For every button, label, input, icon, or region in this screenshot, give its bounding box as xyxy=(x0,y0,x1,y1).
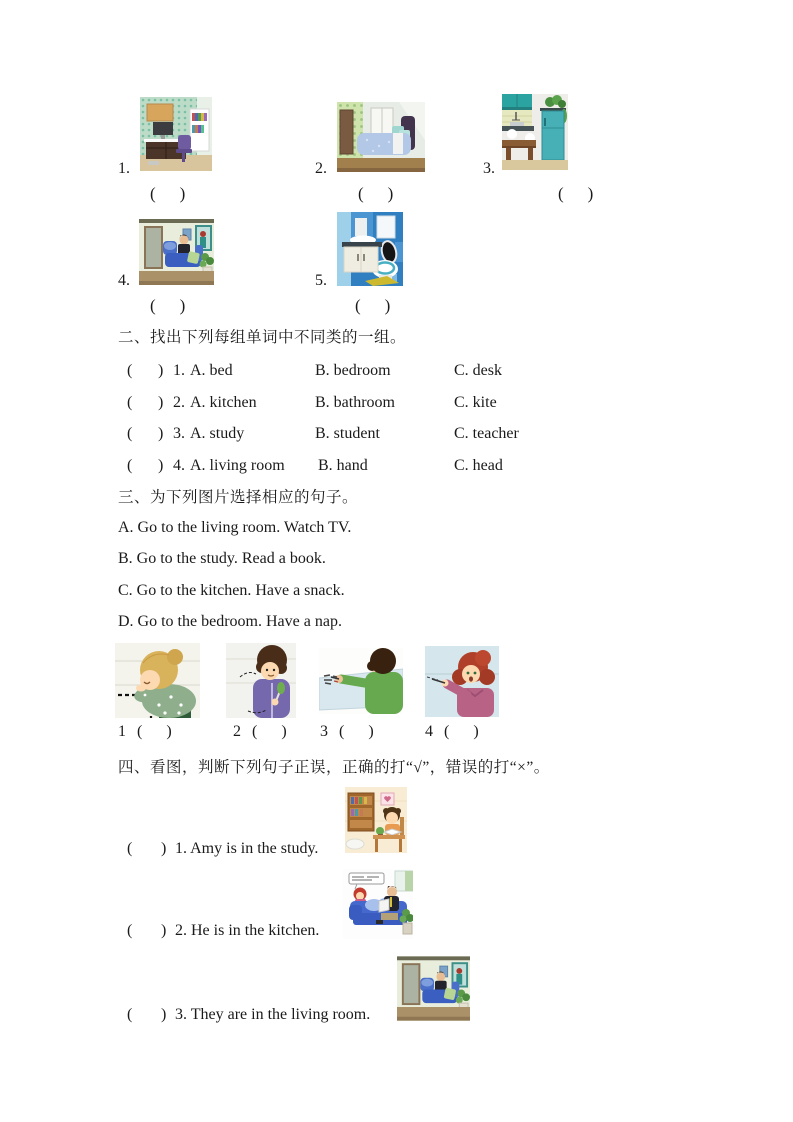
study-room-image xyxy=(140,97,212,171)
bedroom-image xyxy=(337,102,425,172)
word-group-row xyxy=(0,394,793,414)
picture-3-number: 3. xyxy=(483,160,495,177)
answer-paren-open[interactable]: ( xyxy=(127,394,133,411)
living-room-illustration xyxy=(139,219,214,285)
answer-group-3[interactable]: 3 ( ) xyxy=(320,723,374,740)
option-c: C. head xyxy=(454,457,503,474)
sentence-option-c: C. Go to the kitchen. Have a snack. xyxy=(118,582,345,599)
answer-paren-close[interactable]: ) xyxy=(158,362,164,379)
kitchen-illustration xyxy=(502,94,568,170)
picture-4-number: 4. xyxy=(118,272,130,289)
option-b: B. bathroom xyxy=(315,394,395,411)
section4-title: 四、看图，判断下列句子正误，正确的打“√”，错误的打“×”。 xyxy=(118,759,550,776)
judge-row-2 xyxy=(0,922,793,942)
answer-paren-open[interactable]: ( xyxy=(127,922,133,939)
answer-paren-close[interactable]: ) xyxy=(158,425,164,442)
word-group-row xyxy=(0,457,793,477)
bedroom-illustration xyxy=(337,102,425,172)
option-a: A. kitchen xyxy=(190,394,257,411)
answer-paren-close[interactable]: ) xyxy=(161,1006,167,1023)
answer-paren-open[interactable]: ( xyxy=(127,425,133,442)
boy-writing-image xyxy=(319,648,403,714)
word-group-row xyxy=(0,362,793,382)
boy-snacking-illustration xyxy=(226,643,296,718)
sentence-option-b: B. Go to the study. Read a book. xyxy=(118,550,326,567)
option-c: C. desk xyxy=(454,362,502,379)
answer-paren-close[interactable]: ) xyxy=(161,922,167,939)
answer-group-2[interactable]: 2 ( ) xyxy=(233,723,287,740)
row-number: 4. xyxy=(173,457,185,474)
option-c: C. teacher xyxy=(454,425,519,442)
row-number: 2. xyxy=(173,394,185,411)
answer-blank-1[interactable]: ( ) xyxy=(150,184,186,203)
judge-row-1 xyxy=(0,840,793,860)
option-c: C. kite xyxy=(454,394,497,411)
girl-napping-illustration xyxy=(115,643,200,718)
answer-group-1[interactable]: 1 ( ) xyxy=(118,723,172,740)
answer-paren-open[interactable]: ( xyxy=(127,362,133,379)
option-b: B. student xyxy=(315,425,380,442)
picture-5-number: 5. xyxy=(315,272,327,289)
picture-1-number: 1. xyxy=(118,160,130,177)
kitchen-image xyxy=(502,94,568,170)
boy-writing-illustration xyxy=(319,648,403,714)
answer-blank-5[interactable]: ( ) xyxy=(355,296,391,315)
boy-snacking-image xyxy=(226,643,296,718)
section2-title: 二、找出下列每组单词中不同类的一组。 xyxy=(118,329,407,346)
judge-sentence: 1. Amy is in the study. xyxy=(175,840,319,857)
answer-paren-open[interactable]: ( xyxy=(127,1006,133,1023)
answer-blank-4[interactable]: ( ) xyxy=(150,296,186,315)
answer-group-4[interactable]: 4 ( ) xyxy=(425,723,479,740)
girl-napping-image xyxy=(115,643,200,718)
answer-blank-3[interactable]: ( ) xyxy=(558,184,594,203)
option-b: B. hand xyxy=(318,457,368,474)
answer-blank-2[interactable]: ( ) xyxy=(358,184,394,203)
picture-2-number: 2. xyxy=(315,160,327,177)
option-a: A. bed xyxy=(190,362,233,379)
answer-paren-open[interactable]: ( xyxy=(127,457,133,474)
study-room-illustration xyxy=(140,97,212,171)
answer-paren-close[interactable]: ) xyxy=(161,840,167,857)
option-a: A. living room xyxy=(190,457,285,474)
row-number: 1. xyxy=(173,362,185,379)
judge-sentence: 2. He is in the kitchen. xyxy=(175,922,320,939)
girl-pointing-illustration xyxy=(425,646,499,717)
judge-row-3 xyxy=(0,1006,793,1026)
option-b: B. bedroom xyxy=(315,362,391,379)
row-number: 3. xyxy=(173,425,185,442)
sentence-option-d: D. Go to the bedroom. Have a nap. xyxy=(118,613,342,630)
section3-title: 三、为下列图片选择相应的句子。 xyxy=(118,489,359,506)
answer-paren-open[interactable]: ( xyxy=(127,840,133,857)
bathroom-image xyxy=(337,212,403,286)
option-a: A. study xyxy=(190,425,245,442)
bathroom-illustration xyxy=(337,212,403,286)
judge-sentence: 3. They are in the living room. xyxy=(175,1006,371,1023)
sentence-option-a: A. Go to the living room. Watch TV. xyxy=(118,519,352,536)
living-room-image xyxy=(139,219,214,285)
word-group-row xyxy=(0,425,793,445)
girl-pointing-image xyxy=(425,646,499,717)
answer-paren-close[interactable]: ) xyxy=(158,394,164,411)
answer-paren-close[interactable]: ) xyxy=(158,457,164,474)
